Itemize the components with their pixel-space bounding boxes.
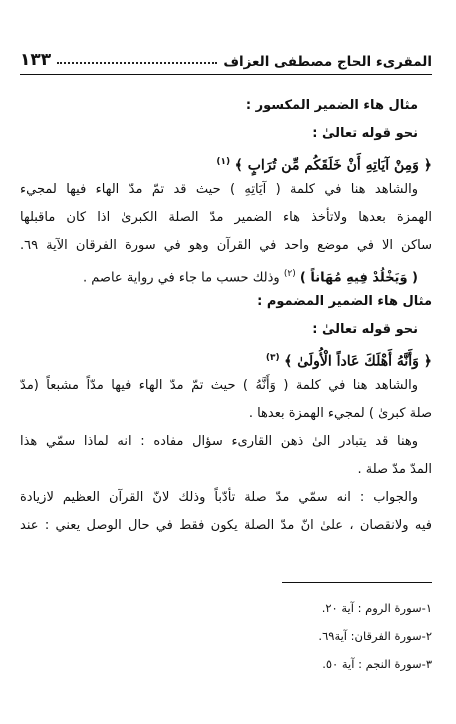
footnote-1: ١-سورة الروم : آية ٢٠. — [321, 601, 432, 615]
footnote-ref-2: (٢) — [283, 269, 296, 279]
heading-damma-example: مثال هاء الضمير المضموم : — [257, 294, 432, 309]
verse-line-1 — [20, 148, 432, 176]
footnotes — [20, 594, 432, 678]
body-text — [20, 92, 432, 540]
footnote-ref-1: (١) — [216, 157, 231, 167]
verse-quote-2: ( وَيَخْلُدْ فِيهِ مُهَاناً ) — [299, 270, 418, 286]
paragraph-line: صلة كبرىٰ ) لمجيء الهمزة بعدها . — [248, 406, 432, 421]
verse-line-3 — [20, 344, 432, 372]
verse-intro-2: نحو قوله تعالىٰ : — [312, 322, 418, 337]
paragraph-line: ساكن الا في موضع واحد في القرآن وهو في سورة الفرقان الآية ٦٩. — [20, 238, 432, 253]
footnote-2: ٢-سورة الفرقان: آية٦٩. — [318, 629, 432, 643]
running-title: المقرىء الحاج مصطفى العزاف — [223, 54, 432, 70]
page-number: ١٣٣ — [20, 50, 52, 70]
header-rule — [20, 74, 432, 75]
paragraph-line: وهنا قد يتبادر الىٰ ذهن القارىء سؤال مفاده : انه لماذا سمّي هذا — [20, 434, 418, 449]
heading-kasra-example: مثال هاء الضمير المكسور : — [245, 98, 418, 113]
paragraph-line: الهمزة بعدها ولاتأخذ هاء الضمير مدّ الصلة الكبرىٰ اذا كان ماقبلها — [20, 210, 432, 225]
dotted-leader — [57, 62, 217, 64]
paragraph-line: والجواب : انه سمّي مدّ صلة تأدّباً وذلك لانّ القرآن العظيم لازيادة — [20, 490, 418, 505]
footnote-separator — [282, 582, 432, 583]
paragraph-line: فيه ولانقصان ، علىٰ انّ مدّ الصلة يكون فقط في حال الوصل يعني : عند — [20, 518, 432, 533]
paragraph-line: والشاهد هنا في كلمة ( وَأَنَّهُ ) حيث تمّ مدّ الهاء فيها مدّاً مشبعاً (مدّ — [20, 378, 418, 393]
paragraph-line-tail: وذلك حسب ما جاء في رواية عاصم . — [83, 270, 280, 286]
footnote-ref-3: (٣) — [265, 353, 280, 363]
paragraph-line: والشاهد هنا في كلمة ( آيَاتِهِ ) حيث قد تمّ مدّ الهاء فيها لمجيء — [20, 182, 418, 197]
verse-intro-1: نحو قوله تعالىٰ : — [312, 126, 418, 141]
footnote-3: ٣-سورة النجم : آية ٥٠. — [322, 657, 432, 671]
verse-text-1: ﴿ وَمِنْ آيَاتِهِ أَنْ خَلَقَكُم مِّن تُرَابٍ ﴾ — [234, 157, 432, 174]
paragraph-line: المدّ مدّ صلة . — [357, 462, 432, 477]
page-header — [20, 44, 432, 70]
paragraph-line-with-verse — [20, 260, 432, 288]
verse-text-3: ﴿ وَأَنَّهُ أَهْلَكَ عَاداً الْأُولَىٰ ﴾ — [284, 353, 432, 370]
